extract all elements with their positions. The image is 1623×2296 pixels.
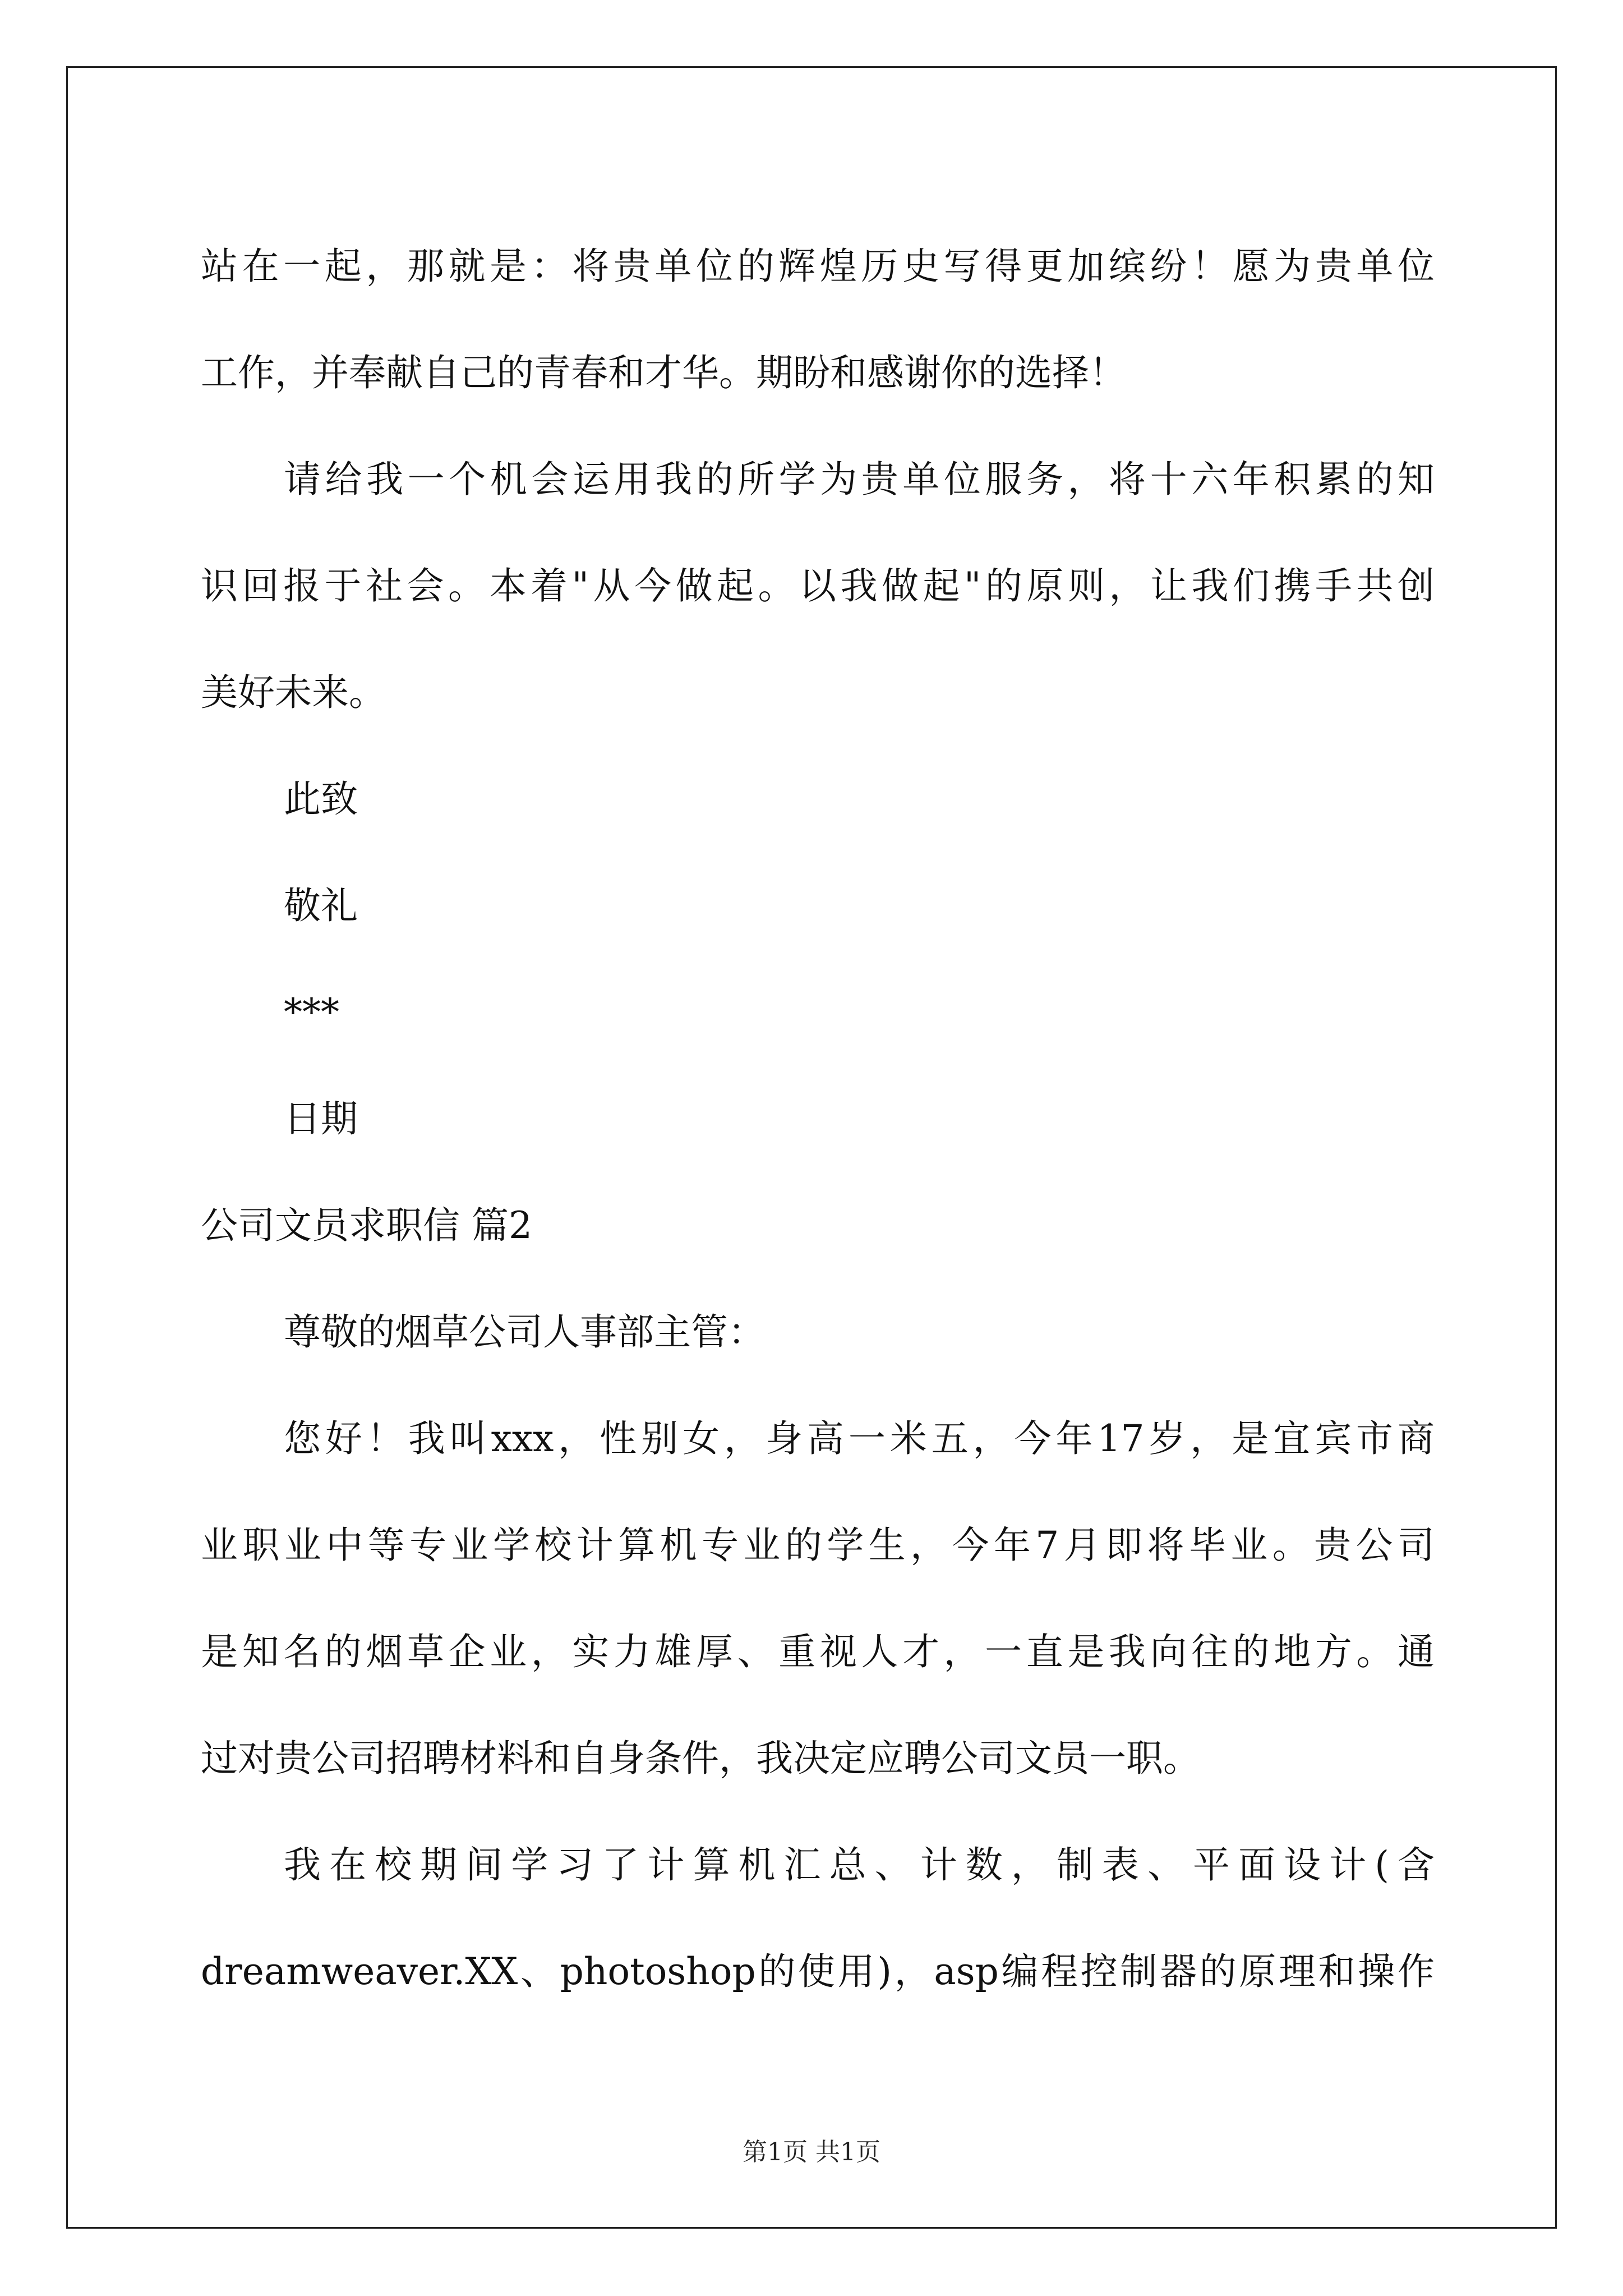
page-footer: 第1页 共1页 [743,2138,880,2166]
paragraph-line: 美好未来。 [201,671,386,714]
paragraph-line: 我在校期间学习了计算机汇总、计数，制表、平面设计(含 [284,1843,1435,1887]
paragraph-line: 站在一起，那就是：将贵单位的辉煌历史写得更加缤纷！愿为贵单位 [201,245,1435,288]
document-body [201,213,1435,2025]
paragraph-line: 业职业中等专业学校计算机专业的学生，今年7月即将毕业。贵公司 [201,1524,1435,1567]
paragraph-line: dreamweaver.XX、photoshop的使用)，asp编程控制器的原理和操作 [201,1950,1435,1993]
letter-greeting: 尊敬的烟草公司人事部主管： [284,1310,765,1354]
paragraph-line: 识回报于社会。本着"从今做起。以我做起"的原则，让我们携手共创 [201,564,1435,608]
paragraph-line: 请给我一个机会运用我的所学为贵单位服务，将十六年积累的知 [284,458,1435,501]
closing-salutation: 此致 [284,777,358,821]
closing-regards: 敬礼 [284,884,358,927]
paragraph-line: 是知名的烟草企业，实力雄厚、重视人才，一直是我向往的地方。通 [201,1630,1435,1673]
section-heading: 公司文员求职信 篇2 [201,1204,532,1247]
paragraph-line: 过对贵公司招聘材料和自身条件，我决定应聘公司文员一职。 [201,1737,1200,1780]
paragraph-line: 工作，并奉献自己的青春和才华。期盼和感谢你的选择！ [201,351,1126,394]
paragraph-line: 您好！我叫xxx，性别女，身高一米五，今年17岁，是宜宾市商 [284,1417,1435,1460]
signature-date: 日期 [284,1097,358,1140]
signature-name: *** [284,991,339,1034]
